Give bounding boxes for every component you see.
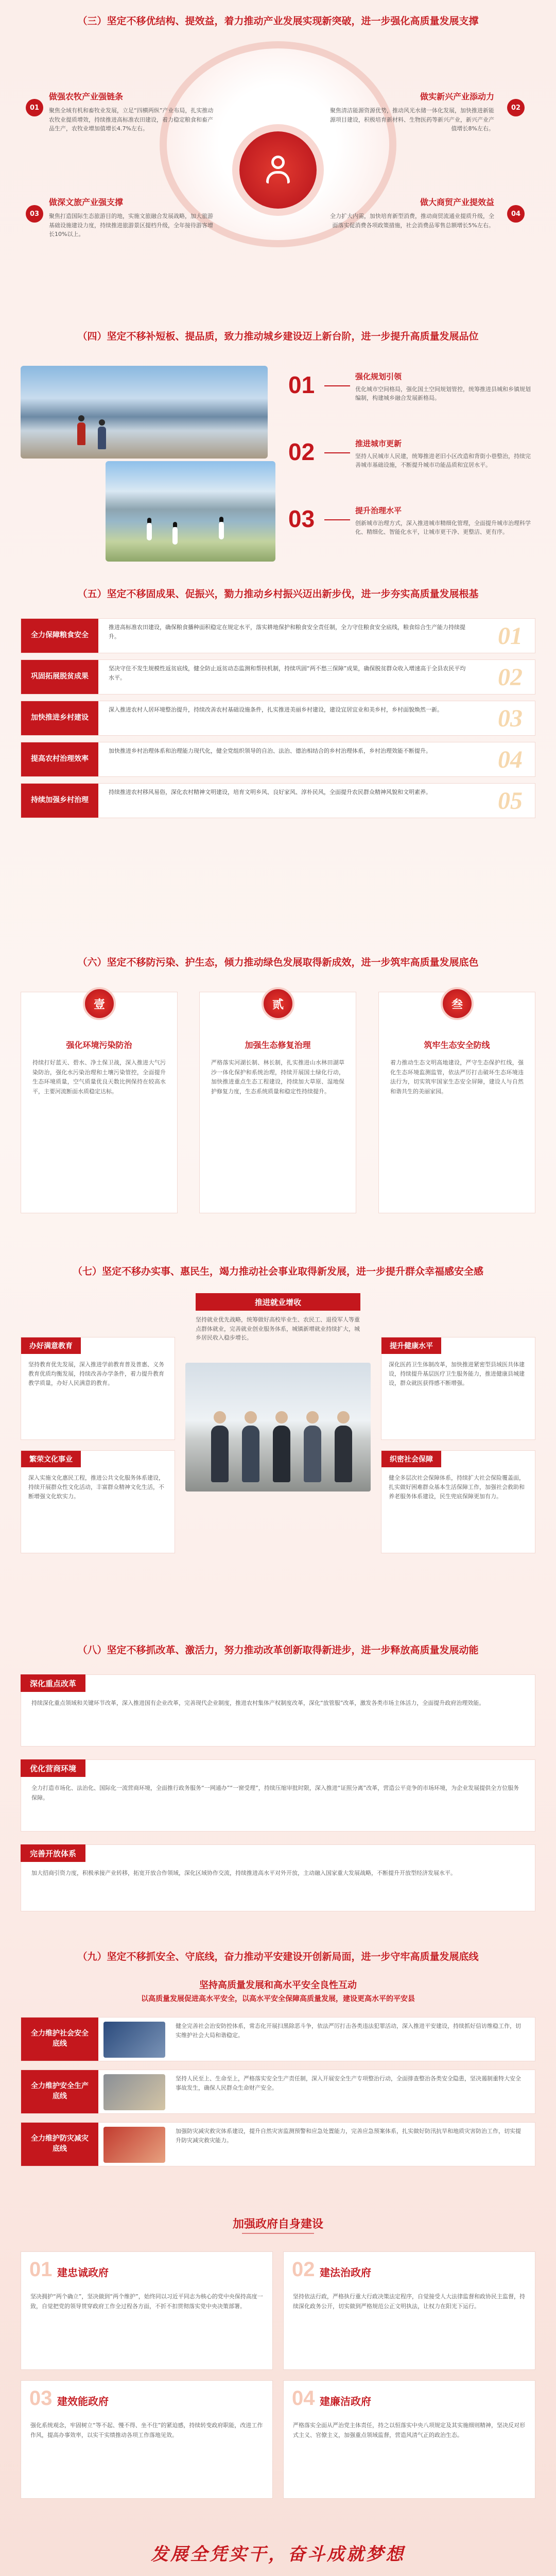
row-label: 加快推进乡村建设 (21, 701, 98, 735)
box-heading: 提升健康水平 (381, 1337, 441, 1354)
item-title: 强化规划引领 (355, 372, 402, 381)
center-heading: 推进就业增收 (196, 1293, 360, 1311)
section-title: （六）坚定不移防污染、护生态，倾力推动绿色发展取得新成效，进一步筑牢高质量发展底色 (77, 957, 479, 968)
row-number: 04 (498, 746, 523, 773)
row-text: 持续推进农村移风易俗，深化农村精神文明建设，培育文明乡风、良好家风、淳朴民风，全面提升农民群众精神风貌和文明素养。 (109, 789, 431, 795)
person-figure (98, 427, 106, 449)
card-number: 01 (29, 2258, 53, 2281)
item-text: 坚持人民城市人民建，统筹推进老旧小区改造和背街小巷整治，持续完善城市基础设施，不断提升城市功能品质和宜居水平。 (355, 453, 531, 469)
row-label: 持续加强乡村治理 (21, 784, 98, 818)
section-rural (0, 587, 556, 922)
urban-item (288, 438, 535, 469)
row-number: 01 (498, 622, 523, 650)
quad-item (49, 196, 214, 239)
item-title: 推进城市更新 (355, 439, 402, 448)
quad-number: 01 (26, 99, 43, 116)
rural-row (21, 659, 535, 694)
quad-item (329, 196, 494, 230)
person-figure (304, 1426, 321, 1482)
card-text: 严格落实全面从严治党主体责任，持之以恒落实中央八项规定及其实施细则精神，坚决反对形式主义、官僚主义，加强重点领域监督，营造风清气正的政治生态。 (293, 2422, 525, 2438)
row-text: 坚决守住不发生规模性返贫底线，健全防止返贫动态监测和帮扶机制，持续巩固“两不愁三保障”成果，确保脱贫群众收入增速高于全县农民平均水平。 (109, 665, 466, 681)
section-title: （九）坚定不移抓安全、守底线，奋力推动平安建设开创新局面，进一步守牢高质量发展底线 (77, 1951, 479, 1962)
rural-row (21, 701, 535, 736)
item-number: 02 (288, 438, 315, 465)
urban-item (288, 371, 535, 402)
row-label: 巩固拓展脱贫成果 (21, 660, 98, 694)
livelihood-box (381, 1337, 535, 1440)
quad-item (329, 90, 494, 133)
person-figure (77, 422, 85, 445)
reform-box (21, 1759, 535, 1832)
card-badge: 壹 (83, 987, 116, 1020)
row-number: 02 (498, 664, 523, 691)
row-photo (103, 2127, 165, 2163)
section-title: （八）坚定不移抓改革、激活力，努力推动改革创新取得新进步，进一步释放高质量发展动能 (77, 1645, 479, 1656)
row-label: 提高农村治理效率 (21, 742, 98, 776)
ecology-card (199, 992, 356, 1213)
safety-sub1: 坚持高质量发展和高水平安全良性互动 (199, 1980, 357, 1991)
safety-row (21, 2122, 535, 2166)
quad-number: 02 (507, 99, 525, 116)
row-text: 坚持人民至上、生命至上，严格落实安全生产责任制，深入开展安全生产专项整治行动，全面排查整治各类安全隐患，坚决遏制重特大安全事故发生，确保人民群众生命财产安全。 (176, 2075, 521, 2091)
section-closing (0, 2540, 556, 2576)
section-title: （三）坚定不移优结构、提效益，着力推动产业发展实现新突破，进一步强化高质量发展支撑 (77, 15, 479, 27)
center-text: 坚持就业优先战略，统筹做好高校毕业生、农民工、退役军人等重点群体就业，完善就业创业服务体系，城镇新增就业持续扩大，城乡居民收入稳步增长。 (196, 1316, 360, 1342)
box-heading: 织密社会保障 (381, 1451, 441, 1467)
section-livelihood (0, 1265, 556, 1625)
section-title: （七）坚定不移办实事、惠民生，竭力推动社会事业取得新发展，进一步提升群众幸福感安全感 (72, 1266, 483, 1277)
title-ornament (242, 2233, 314, 2234)
row-text: 深入推进农村人居环境整治提升，持续改善农村基础设施条件，扎实推进美丽乡村建设，建设宜居宜业和美乡村，乡村面貌焕然一新。 (109, 706, 443, 713)
card-badge: 叁 (441, 987, 474, 1020)
quad-title: 做强农牧产业强链条 (49, 92, 124, 101)
box-heading: 办好满意教育 (21, 1337, 81, 1354)
card-number: 04 (292, 2387, 315, 2410)
card-badge: 贰 (262, 987, 294, 1020)
quad-title: 做实新兴产业添动力 (420, 92, 494, 101)
people-icon (260, 156, 296, 184)
divider (324, 452, 350, 453)
item-number: 03 (288, 505, 315, 532)
person-figure (335, 1426, 352, 1482)
quad-text: 全力扩大内需，加快培育新型消费，推动商贸流通业提质升级，全面落实促消费各项政策措施，社会消费品零售总额增长5%左右。 (330, 213, 494, 229)
box-heading: 深化重点改革 (21, 1674, 85, 1692)
item-text: 创新城市治理方式，深入推进城市精细化管理，全面提升城市治理科学化、精细化、智能化水平，让城市更干净、更整洁、更有序。 (355, 520, 531, 536)
person-figure (273, 1426, 290, 1482)
section-urban (0, 330, 556, 562)
card-number: 03 (29, 2387, 53, 2410)
government-card (21, 2251, 273, 2370)
row-photo (103, 2074, 165, 2110)
card-title: 筑牢生态安全防线 (424, 1040, 490, 1050)
safety-row (21, 2070, 535, 2114)
card-title: 建廉洁政府 (320, 2395, 371, 2408)
card-text: 严格落实河湖长制、林长制，扎实推进山水林田湖草沙一体化保护和系统治理，持续开展国土绿化行动，加快推进重点生态工程建设，持续加大草原、湿地保护修复力度，生态系统质量和稳定性持续提升。 (211, 1059, 344, 1095)
box-text: 深化医药卫生体制改革，加快推进紧密型县域医共体建设，持续提升基层医疗卫生服务能力，推进健康县城建设，群众就医获得感不断增强。 (389, 1361, 525, 1387)
group-photo (185, 1363, 371, 1492)
card-text: 强化系统观念，牢固树立“等不起、慢不得、坐不住”的紧迫感，持续转变政府职能，改进工作作风，提高办事效率，以实干实绩推动各项工作落地见效。 (30, 2422, 263, 2438)
quad-text: 聚焦全域有机和畜牧业发展，立足“四横两纵”产业布局，扎实推动农牧业提质增效，持续推进高标准农田建设，着力稳定粮食和畜产品生产，农牧业增加值增长4.7%左右。 (49, 107, 214, 132)
crane-figure (172, 527, 178, 545)
row-label: 全力维护防灾减灾底线 (21, 2123, 98, 2166)
box-text: 全力打造市场化、法治化、国际化一流营商环境，全面推行政务服务“一网通办”“一窗受理”，持续压缩审批时限，深入推进“证照分离”改革，营造公平竞争的市场环境，为企业发展提供全方位服务保障。 (31, 1785, 519, 1801)
divider (324, 519, 350, 520)
card-text: 坚持依法行政，严格执行重大行政决策法定程序，自觉接受人大法律监督和政协民主监督，持续深化政务公开，切实做到严格规范公正文明执法，让权力在阳光下运行。 (293, 2293, 525, 2310)
card-title: 建法治政府 (320, 2266, 371, 2279)
government-card (21, 2380, 273, 2499)
card-title: 加强生态修复治理 (245, 1040, 311, 1050)
livelihood-box (21, 1337, 175, 1440)
urban-item (288, 505, 535, 536)
section-title: 加强政府自身建设 (232, 2217, 323, 2231)
livelihood-box (381, 1450, 535, 1553)
box-text: 加大招商引资力度，积极承接产业转移，拓宽开放合作领域，深化区域协作交流，持续推进高水平对外开放，主动融入国家重大发展战略，不断提升开放型经济发展水平。 (31, 1870, 456, 1876)
section-industry (0, 0, 556, 258)
crane-photo (106, 461, 275, 562)
safety-subtitle (0, 1978, 556, 2005)
row-number: 05 (498, 787, 523, 815)
row-number: 03 (498, 705, 523, 732)
section-title: （五）坚定不移固成果、促振兴，勠力推动乡村振兴迈出新步伐，进一步夯实高质量发展根基 (77, 588, 479, 600)
government-card (283, 2251, 535, 2370)
divider (324, 385, 350, 386)
section-safety (0, 1950, 556, 2187)
quad-text: 聚焦清洁能源资源优势，推动风光水储一体化发展，加快推进新能源项目建设，积极培育新材料、生物医药等新兴产业，新兴产业产值增长8%左右。 (330, 107, 494, 132)
row-photo (103, 2022, 165, 2058)
row-text: 加强防灾减灾救灾体系建设，提升自然灾害监测预警和应急处置能力，完善应急预案体系，扎实做好防汛抗旱和地质灾害防治工作，切实提升防灾减灾救灾能力。 (176, 2128, 521, 2144)
item-number: 01 (288, 371, 315, 398)
rural-row (21, 742, 535, 777)
ecology-card (21, 992, 178, 1213)
quad-title: 做深文旅产业强支撑 (49, 197, 124, 207)
section-ecology (0, 956, 556, 1224)
card-text: 坚决拥护“两个确立”，坚决做到“两个维护”，始终同以习近平同志为核心的党中央保持高度一致，自觉把党的领导贯穿政府工作全过程各方面，不折不扣贯彻落实党中央决策部署。 (30, 2293, 263, 2310)
quad-text: 聚焦打造国际生态旅游目的地，实施文旅融合发展战略，加大旅游基础设施建设力度，持续推进旅游景区提档升级，全年接待游客增长10%以上。 (49, 213, 213, 238)
box-text: 坚持教育优先发展，深入推进学前教育普及普惠、义务教育优质均衡发展，持续改善办学条件，着力提升教育教学质量，办好人民满意的教育。 (28, 1361, 164, 1387)
box-text: 持续深化重点领域和关键环节改革，深入推进国有企业改革，完善现代企业制度，推进农村集体产权制度改革，深化“放管服”改革，激发各类市场主体活力，全面提升政府治理效能。 (31, 1700, 485, 1706)
card-number: 02 (292, 2258, 315, 2281)
people-badge (239, 131, 317, 209)
safety-sub2: 以高质量发展促进高水平安全，以高水平安全保障高质量发展，建设更高水平的平安县 (141, 1994, 415, 2003)
crane-figure (219, 522, 224, 539)
row-label: 全力维护安全生产底线 (21, 2070, 98, 2113)
row-label: 全力保障粮食安全 (21, 619, 98, 653)
livelihood-box (21, 1450, 175, 1553)
box-heading: 优化营商环境 (21, 1759, 85, 1777)
rural-row (21, 783, 535, 818)
card-title: 强化环境污染防治 (66, 1040, 132, 1050)
quad-title: 做大商贸产业提效益 (420, 197, 494, 207)
row-text: 推进高标准农田建设，确保粮食播种面积稳定在规定水平，落实耕地保护和粮食安全责任制，全力守住粮食安全底线，粮食综合生产能力持续提升。 (109, 624, 465, 640)
box-heading: 完善开放体系 (21, 1844, 85, 1862)
person-figure (242, 1426, 259, 1482)
card-title: 建忠诚政府 (57, 2266, 109, 2279)
crane-figure (147, 523, 152, 540)
row-label: 全力维护社会安全底线 (21, 2018, 98, 2061)
section-reform (0, 1643, 556, 1932)
item-text: 优化城市空间格局，强化国土空间规划管控，统筹推进县城和乡镇规划编制，构建城乡融合发展新格局。 (355, 386, 531, 402)
government-card (283, 2380, 535, 2499)
ecology-card (378, 992, 535, 1213)
box-text: 深入实施文化惠民工程，推进公共文化服务体系建设，持续开展群众性文化活动，丰富群众精神文化生活，不断增强文化软实力。 (28, 1475, 164, 1500)
section-title: （四）坚定不移补短板、提品质，致力推动城乡建设迈上新台阶，进一步提升高质量发展品位 (77, 331, 479, 342)
quad-number: 03 (26, 205, 43, 223)
safety-row (21, 2017, 535, 2061)
closing-slogan: 发展全凭实干，奋斗成就梦想 (151, 2544, 405, 2565)
quad-number: 04 (507, 205, 525, 223)
reform-box (21, 1674, 535, 1747)
reform-box (21, 1844, 535, 1911)
row-text: 加快推进乡村治理体系和治理能力现代化，健全党组织领导的自治、法治、德治相结合的乡村治理体系，乡村治理效能不断提升。 (109, 748, 431, 754)
quad-item (49, 90, 214, 133)
card-text: 持续打好蓝天、碧水、净土保卫战，深入推进大气污染防治，强化水污染治理和土壤污染管控，全面提升生态环境质量，空气质量优良天数比例保持在较高水平，主要河流断面水质稳定达标。 (32, 1059, 166, 1095)
card-title: 建效能政府 (57, 2395, 109, 2408)
section-government (0, 2215, 556, 2504)
box-heading: 繁荣文化事业 (21, 1451, 81, 1467)
box-text: 健全多层次社会保障体系，持续扩大社会保险覆盖面，扎实做好困难群众基本生活保障工作，加强社会救助和养老服务体系建设，民生兜底保障更加有力。 (389, 1475, 525, 1500)
person-figure (211, 1426, 229, 1482)
item-title: 提升治理水平 (355, 506, 402, 515)
card-text: 着力推动生态文明高地建设，严守生态保护红线，强化生态环境监测监管，依法严厉打击破坏生态环境违法行为，切实筑牢国家生态安全屏障，建设人与自然和谐共生的美丽家园。 (390, 1059, 524, 1095)
lake-photo (21, 366, 268, 459)
row-text: 健全完善社会治安防控体系，常态化开展扫黑除恶斗争，依法严厉打击各类违法犯罪活动，深入推进平安建设，持续抓好信访维稳工作，切实维护社会大局和谐稳定。 (176, 2023, 521, 2039)
rural-row (21, 618, 535, 653)
